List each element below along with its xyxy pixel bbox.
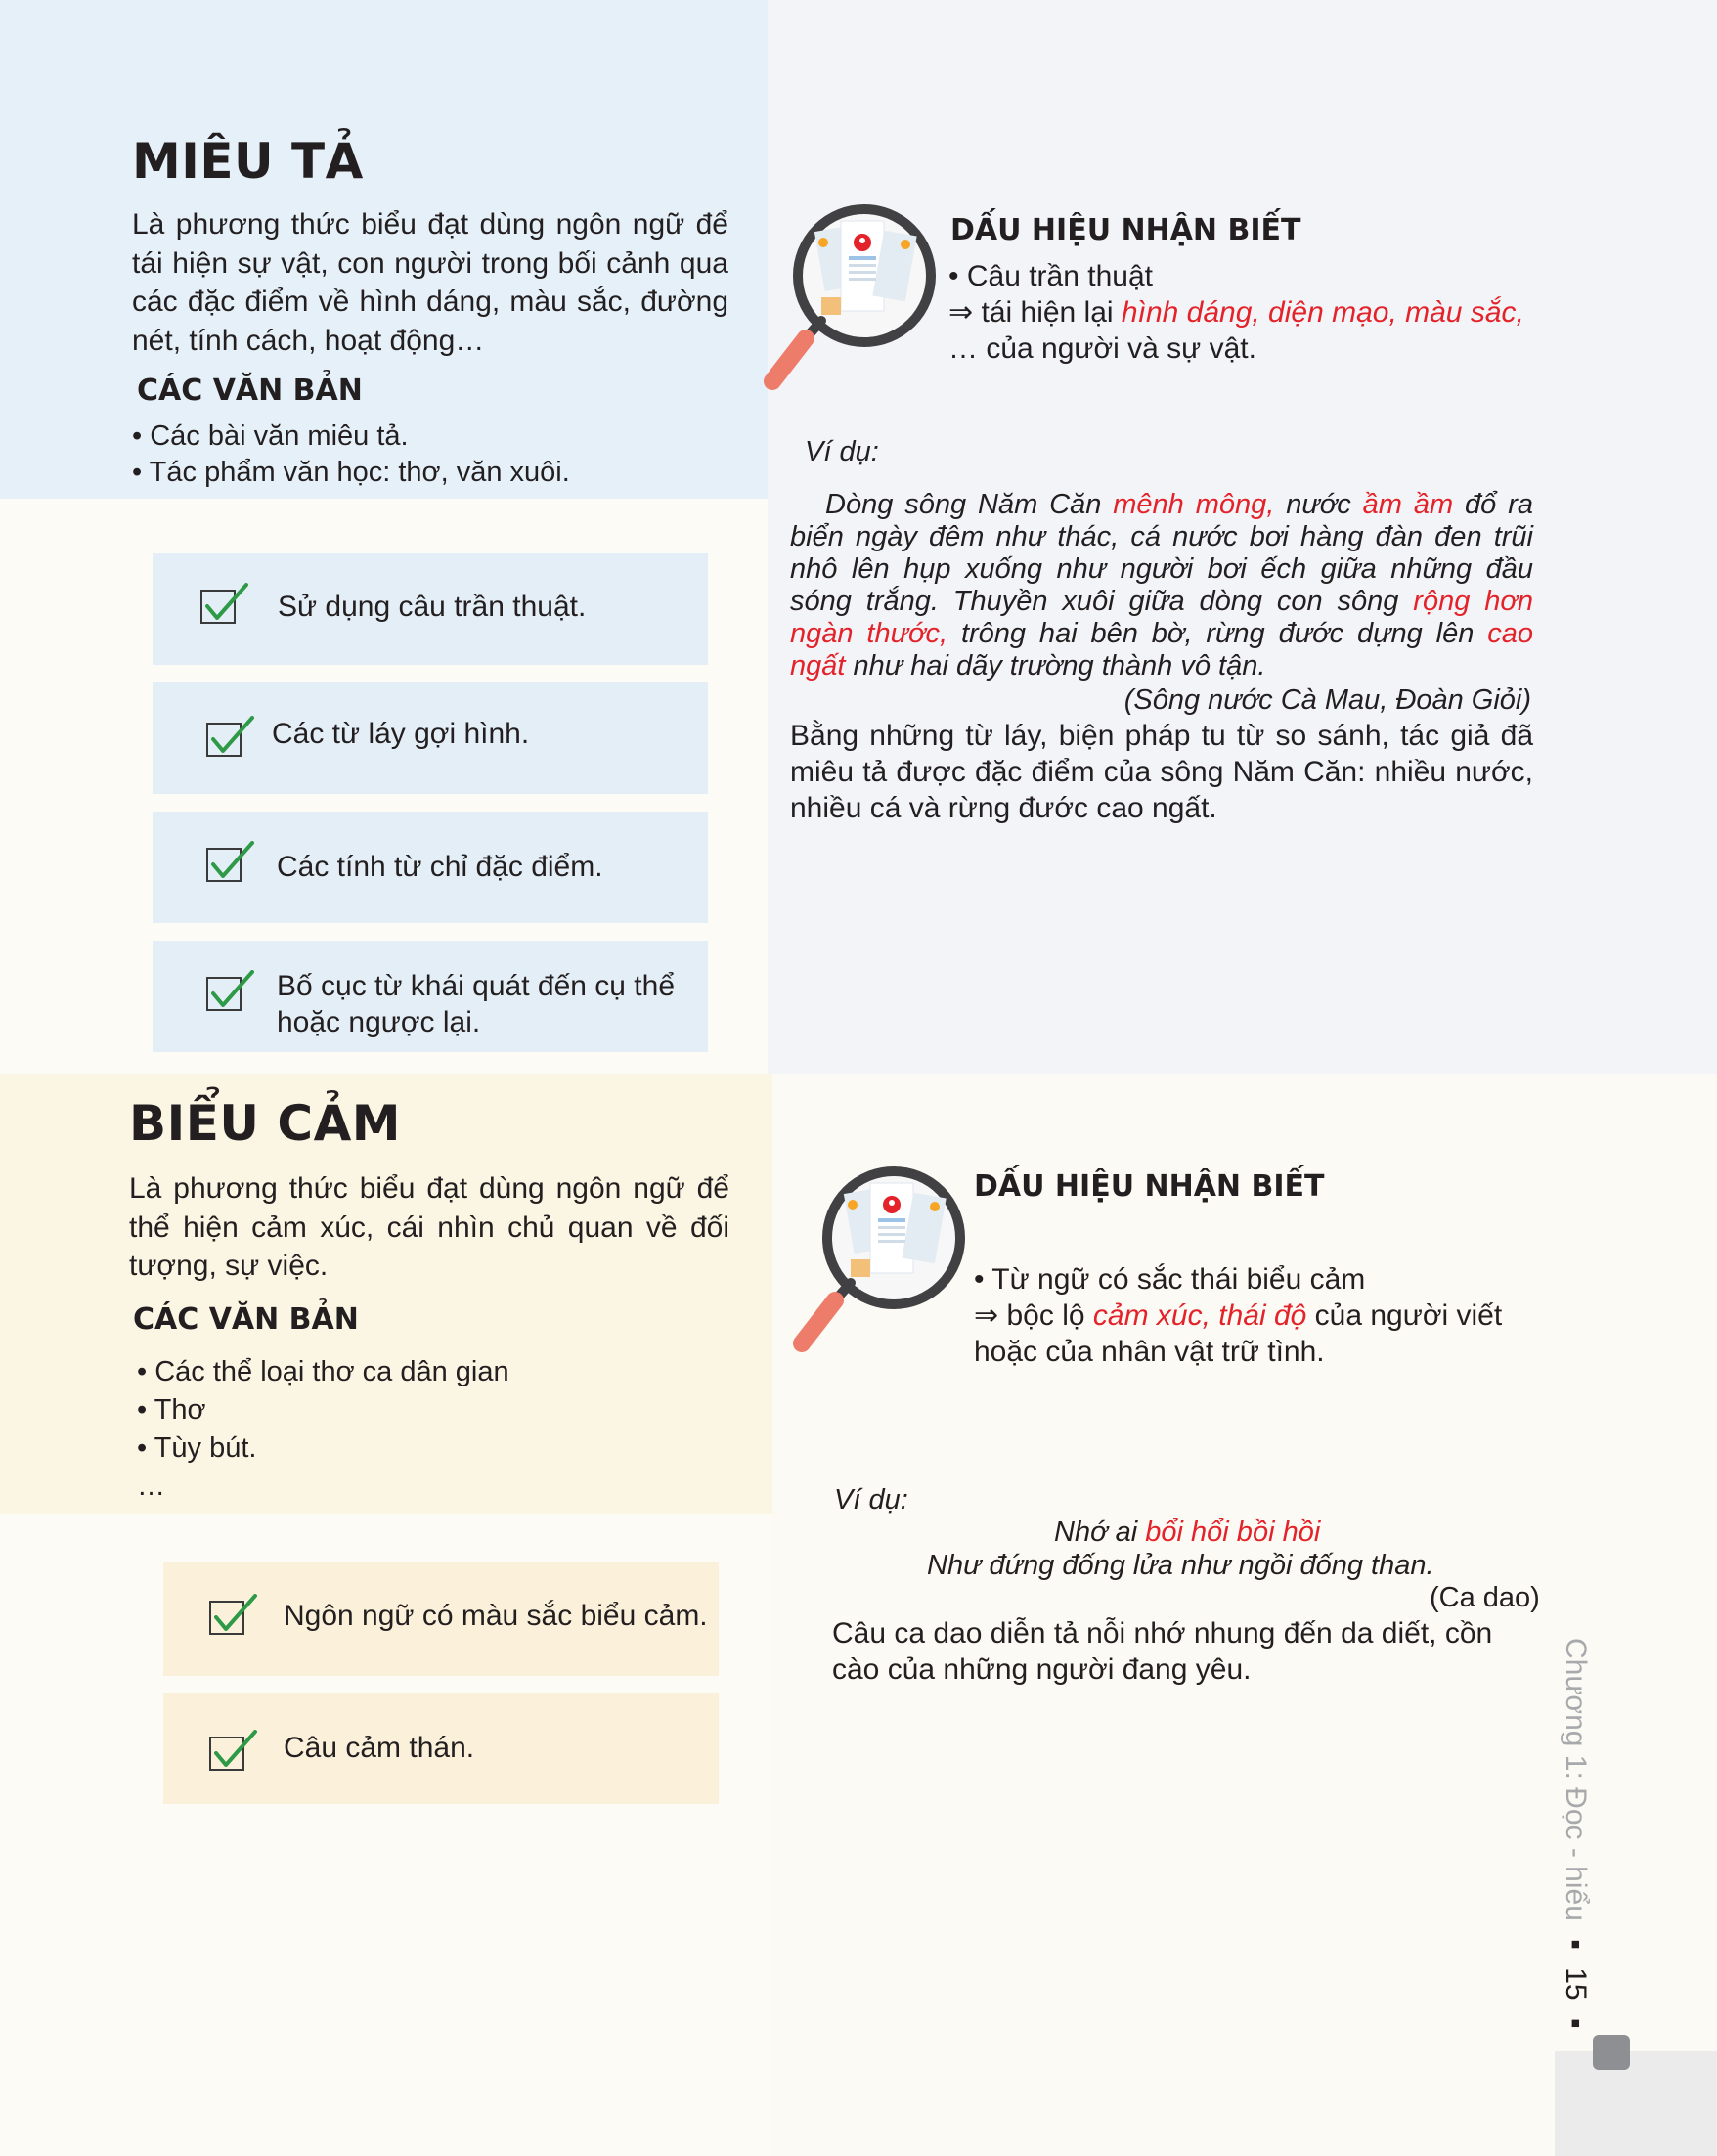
- arrow-icon: ⇒: [948, 296, 974, 329]
- chapter-label: Chương 1: Đọc - hiểu ▪ 15 ▪: [1560, 1638, 1592, 2029]
- checkbox-checked-icon: [208, 1594, 259, 1637]
- list-item: • Tùy bút.: [137, 1432, 257, 1464]
- mieu-ta-analysis: Bằng những từ láy, biện pháp tu từ so sánh, tác giả đã miêu tả được đặc điểm của sông Năm Căn: nhiều nước, nhiều cá và rừng đước cao ngất.: [790, 720, 1533, 824]
- mieu-ta-definition: Là phương thức biểu đạt dùng ngôn ngữ để tái hiện sự vật, con người trong bối cảnh qua các đặc điểm về hình dáng, màu sắc, đường nét, tính cách, hoạt động…: [132, 208, 728, 357]
- bieu-cam-example-label: Ví dụ:: [834, 1484, 908, 1516]
- checklist-label: Các từ láy gợi hình.: [272, 718, 530, 750]
- page-tab-marker: [1593, 2035, 1630, 2070]
- checklist-label: Các tính từ chỉ đặc điểm.: [277, 851, 603, 883]
- checkbox-checked-icon: [208, 1730, 259, 1773]
- checklist-item: [163, 1562, 719, 1676]
- checkbox-checked-icon: [205, 716, 256, 759]
- bullet-icon: ▪: [1560, 1939, 1592, 1950]
- checklist-item: [153, 812, 708, 923]
- checkbox-checked-icon: [199, 583, 250, 626]
- mieu-ta-signs-heading: DẤU HIỆU NHẬN BIẾT: [950, 213, 1301, 247]
- poem-line: Nhớ ai bổi hổi bồi hồi: [1054, 1517, 1321, 1548]
- checklist-item: [153, 941, 708, 1052]
- checklist-label: Ngôn ngữ có màu sắc biểu cảm.: [284, 1600, 708, 1632]
- bieu-cam-texts-list: [137, 1353, 509, 1506]
- mieu-ta-example-label: Ví dụ:: [805, 436, 879, 467]
- mieu-ta-texts-list: [132, 418, 570, 491]
- checklist-item: [163, 1693, 719, 1804]
- mieu-ta-example-text: Dòng sông Năm Căn mênh mông, nước ầm ầm đổ ra biển ngày đêm như thác, cá nước bơi hàng đàn đen trũi nhô lên hụp xuống như người bơi ếch giữa những đầu sóng trắng. Thuyền xuôi giữa dòng con sông rộng hơn ngàn thước, trông hai bên bờ, rừng đước dựng lên cao ngất như hai dãy trường thành vô tận.: [790, 489, 1533, 682]
- bieu-cam-title: BIỂU CẢM: [129, 1095, 402, 1152]
- signs-line: • Câu trần thuật: [948, 260, 1153, 292]
- mieu-ta-example-source: (Sông nước Cà Mau, Đoàn Giỏi): [1123, 684, 1531, 716]
- signs-line: ⇒ tái hiện lại hình dáng, diện mạo, màu sắc,: [948, 296, 1524, 329]
- bullet-icon: ▪: [1560, 2017, 1592, 2029]
- list-item: • Tác phẩm văn học: thơ, văn xuôi.: [132, 457, 570, 488]
- mieu-ta-title: MIÊU TẢ: [132, 133, 364, 190]
- signs-line: … của người và sự vật.: [948, 332, 1256, 365]
- checklist-item: [153, 553, 708, 665]
- list-item: • Các bài văn miêu tả.: [132, 420, 409, 452]
- page-number: 15: [1560, 1967, 1592, 2001]
- checklist-label: Sử dụng câu trần thuật.: [278, 591, 587, 623]
- bieu-cam-texts-heading: CÁC VĂN BẢN: [133, 1302, 359, 1337]
- signs-line: ⇒ bộc lộ cảm xúc, thái độ của người viết: [974, 1299, 1503, 1332]
- bieu-cam-analysis: Câu ca dao diễn tả nỗi nhớ nhung đến da diết, cồn cào của những người đang yêu.: [832, 1617, 1493, 1686]
- highlight-text: cảm xúc, thái độ: [1092, 1299, 1307, 1332]
- arrow-icon: ⇒: [974, 1299, 999, 1332]
- list-item: …: [137, 1471, 165, 1502]
- highlight-text: hình dáng, diện mạo, màu sắc,: [1121, 296, 1524, 329]
- highlight-text: bổi hổi bồi hồi: [1145, 1517, 1321, 1548]
- checkbox-checked-icon: [205, 970, 256, 1013]
- list-item: • Thơ: [137, 1394, 206, 1426]
- page-corner-tab: [1555, 2051, 1717, 2156]
- mieu-ta-texts-heading: CÁC VĂN BẢN: [137, 374, 363, 408]
- magnifier-icon: [792, 1158, 988, 1363]
- bieu-cam-signs: [974, 1261, 1502, 1370]
- checklist-item: [153, 682, 708, 794]
- magnifier-icon: [763, 196, 958, 401]
- bieu-cam-example-source: (Ca dao): [1430, 1582, 1540, 1613]
- checklist-label: Bố cục từ khái quát đến cụ thể hoặc ngược lại.: [277, 970, 676, 1038]
- signs-line: • Từ ngữ có sắc thái biểu cảm: [974, 1263, 1366, 1296]
- bieu-cam-definition: Là phương thức biểu đạt dùng ngôn ngữ để thể hiện cảm xúc, cái nhìn chủ quan về đối tượng, sự việc.: [129, 1172, 729, 1282]
- checkbox-checked-icon: [205, 841, 256, 884]
- checklist-label: Câu cảm thán.: [284, 1732, 475, 1764]
- mieu-ta-signs: [948, 258, 1524, 367]
- signs-line: hoặc của nhân vật trữ tình.: [974, 1336, 1325, 1368]
- list-item: • Các thể loại thơ ca dân gian: [137, 1356, 509, 1387]
- bieu-cam-signs-heading: DẤU HIỆU NHẬN BIẾT: [974, 1169, 1325, 1204]
- poem-line: Như đứng đống lửa như ngồi đống than.: [927, 1550, 1434, 1581]
